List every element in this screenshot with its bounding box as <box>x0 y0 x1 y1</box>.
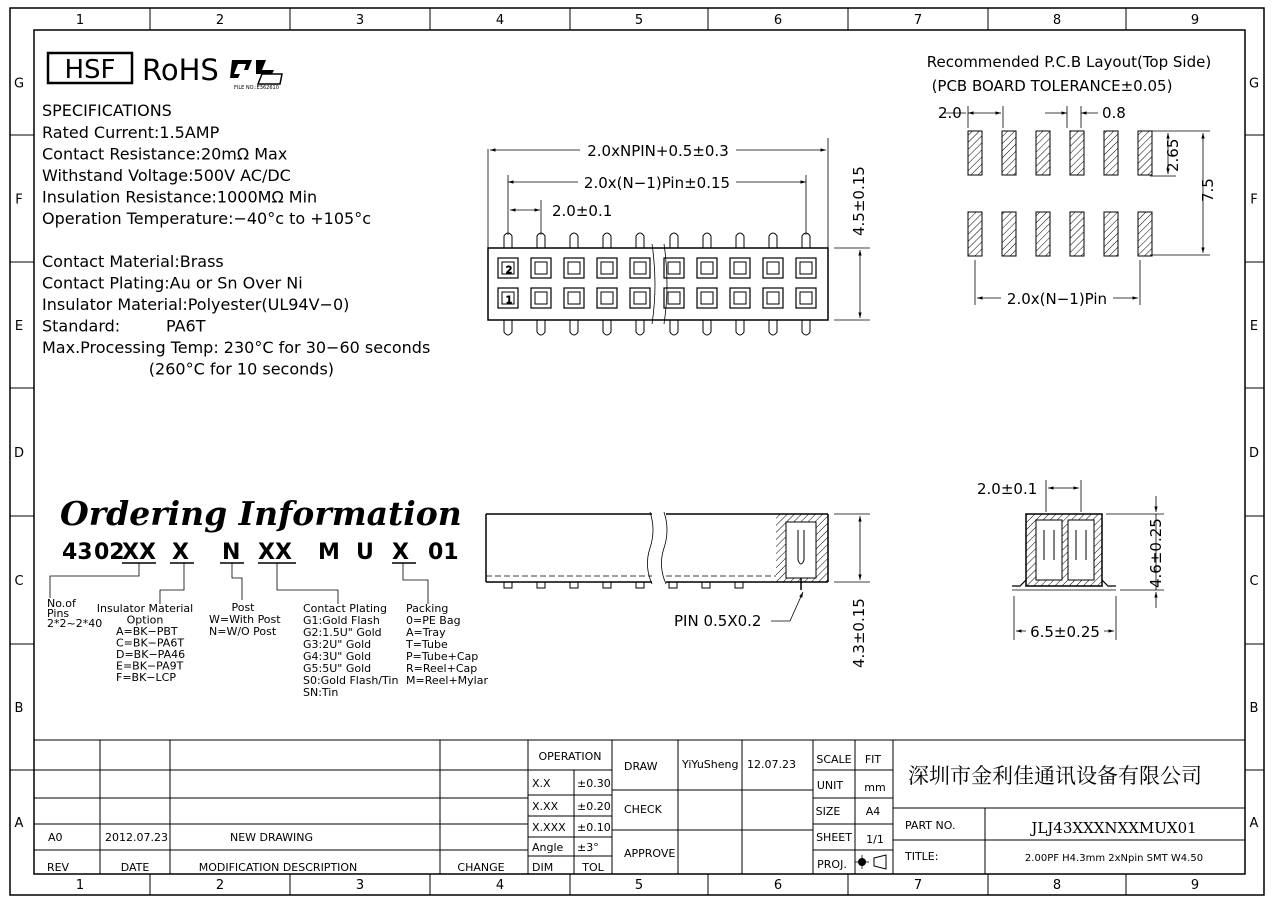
dim-pcb-pad-length: 2.65 <box>1164 138 1182 172</box>
hsf-logo-text: HSF <box>64 55 116 85</box>
spec-line: Contact Plating:Au or Sn Over Ni <box>42 273 303 293</box>
order-code-part: N <box>222 540 241 565</box>
grid-col-label: 4 <box>495 878 505 893</box>
legend-line: Option <box>126 613 164 627</box>
legend-line: Post <box>231 601 255 614</box>
pin-bottom <box>537 320 545 335</box>
front-pin <box>537 582 545 588</box>
top-view-body <box>488 248 828 320</box>
pcb-pad <box>1138 212 1152 256</box>
proj-label: PROJ. <box>817 858 847 871</box>
spec-line: (260°C for 10 seconds) <box>42 359 335 379</box>
spec-line: Insulation Resistance:1000MΩ Min <box>42 187 318 207</box>
spec-line: Contact Resistance:20mΩ Max <box>42 144 288 164</box>
pin-top <box>703 233 711 248</box>
pin-bottom <box>603 320 611 335</box>
cavity <box>796 288 816 308</box>
pin-bottom <box>570 320 578 335</box>
legend-line: F=BK−LCP <box>116 671 176 684</box>
order-post-legend <box>209 601 281 638</box>
grid-row-label: D <box>13 446 25 461</box>
pin-bottom <box>769 320 777 335</box>
legend-line: G2:1.5U" Gold <box>303 626 382 639</box>
cavity-inner <box>535 292 547 304</box>
pin-bottom <box>802 320 810 335</box>
order-plating-legend <box>303 602 398 699</box>
order-leaders <box>50 563 428 604</box>
cavity <box>630 288 650 308</box>
cavity-inner <box>601 262 613 274</box>
order-code-part: XX <box>258 540 292 565</box>
legend-line: S0:Gold Flash/Tin <box>303 674 399 687</box>
pcb-pad <box>1070 212 1084 256</box>
pin-top <box>769 233 777 248</box>
order-code-part: U <box>356 540 374 565</box>
pcb-tolerance: (PCB BOARD TOLERANCE±0.05) <box>931 77 1173 95</box>
grid-row-label: G <box>13 76 25 92</box>
grid-row-label: A <box>1249 816 1259 831</box>
unit-label: UNIT <box>816 779 844 792</box>
order-code-part: 02 <box>94 540 125 565</box>
legend-line: Packing <box>406 602 449 615</box>
order-code-part: 01 <box>428 540 459 565</box>
company-name: 深圳市金利佳通讯设备有限公司 <box>908 764 1202 788</box>
tol-dim: Angle <box>532 841 564 854</box>
order-code-part: XX <box>122 540 156 565</box>
grid-col-label: 3 <box>355 13 365 28</box>
top-view <box>488 138 870 335</box>
spec-line: Insulator Material:Polyester(UL94V−0) <box>42 295 350 314</box>
spec-line: Max.Processing Temp: 230°C for 30−60 seconds <box>42 338 431 357</box>
size-value: A4 <box>865 805 881 818</box>
spec-line: Contact Material:Brass <box>42 252 224 271</box>
pin-label-1: 1 <box>505 295 513 306</box>
cavity <box>697 288 717 308</box>
pcb-layout <box>944 106 1210 305</box>
pcb-pad <box>1104 131 1118 175</box>
dim-side-width: 6.5±0.25 <box>1030 623 1100 641</box>
grid-col-label: 7 <box>913 13 923 28</box>
operation-label: OPERATION <box>538 750 602 763</box>
pin-top <box>537 233 545 248</box>
legend-line: Contact Plating <box>302 602 388 615</box>
dim-front-height: 4.3±0.15 <box>850 598 868 668</box>
pin-top <box>736 233 744 248</box>
cavity-inner <box>601 292 613 304</box>
grid-col-label: 5 <box>634 13 644 28</box>
cavity <box>730 258 750 278</box>
unit-value: mm <box>864 781 886 794</box>
spec-line: Withstand Voltage:500V AC/DC <box>42 166 291 185</box>
rohs-logo: RoHS <box>142 53 219 87</box>
dim-pcb-pitch: 2.0 <box>938 104 962 122</box>
grid-row-label: B <box>14 701 24 716</box>
grid-row-label: C <box>14 574 24 589</box>
approve-label: APPROVE <box>624 847 676 860</box>
grid-col-label: 8 <box>1052 13 1062 28</box>
dim-pcb-row: 7.5 <box>1199 178 1217 202</box>
legend-line: P=Tube+Cap <box>406 650 479 663</box>
grid-col-label: 3 <box>355 878 365 893</box>
legend-line: A=BK−PBT <box>116 625 178 638</box>
dim-total-length: 2.0xNPIN+0.5±0.3 <box>587 142 729 160</box>
legend-line: W=With Post <box>209 613 281 626</box>
front-pin <box>504 582 512 588</box>
pcb-pad <box>1104 212 1118 256</box>
front-view <box>486 512 870 621</box>
grid-col-label: 9 <box>1190 13 1200 28</box>
grid-row-label: E <box>1249 319 1259 334</box>
front-pin <box>735 582 743 588</box>
grid-col-label: 6 <box>773 13 783 28</box>
legend-line: M=Reel+Mylar <box>406 674 488 687</box>
grid-row-label: F <box>15 192 23 208</box>
cavity-inner <box>767 292 779 304</box>
legend-line: Pins <box>47 607 70 620</box>
grid-col-label: 1 <box>75 13 85 28</box>
pcb-pad <box>968 212 982 256</box>
legend-line: Insulator Material <box>96 602 194 615</box>
grid-row-label: D <box>1248 446 1260 461</box>
dim-side-pitch: 2.0±0.1 <box>977 480 1038 498</box>
legend-line: G3:2U" Gold <box>303 638 372 651</box>
tol-value: ±3° <box>577 841 599 854</box>
cavity <box>630 258 650 278</box>
date-value: 2012.07.23 <box>105 831 168 844</box>
pin-top <box>802 233 810 248</box>
pcb-pad <box>1138 131 1152 175</box>
cavity-inner <box>568 292 580 304</box>
cavity-inner <box>734 262 746 274</box>
legend-line: 0=PE Bag <box>406 614 461 627</box>
grid-col-label: 7 <box>913 878 923 893</box>
mod-label: MODIFICATION DESCRIPTION <box>198 861 358 874</box>
dim-side-height: 4.6±0.25 <box>1147 518 1165 588</box>
check-label: CHECK <box>624 803 662 816</box>
legend-line: G1:Gold Flash <box>303 614 380 627</box>
projection-symbol <box>855 855 886 869</box>
front-pin <box>603 582 611 588</box>
cavity-inner <box>734 292 746 304</box>
scale-label: SCALE <box>816 753 852 766</box>
dim-label: DIM <box>532 861 554 874</box>
front-pin <box>669 582 677 588</box>
dim-top-width: 4.5±0.15 <box>850 166 868 236</box>
hsf-logo <box>48 53 132 85</box>
pin-top <box>570 233 578 248</box>
cavity <box>796 258 816 278</box>
pcb-pad <box>1002 212 1016 256</box>
drawing-title: 2.00PF H4.3mm 2xNpin SMT W4.50 <box>1024 853 1204 864</box>
legend-line: 2*2~2*40 <box>47 617 103 630</box>
date-label: DATE <box>120 861 150 874</box>
cavity-inner <box>767 262 779 274</box>
cavity-inner <box>568 262 580 274</box>
tol-dim: X.X <box>532 777 551 790</box>
drawer-name: YiYuSheng <box>682 758 739 771</box>
pcb-pad <box>1002 131 1016 175</box>
grid-col-label: 6 <box>773 878 783 893</box>
cavity <box>564 288 584 308</box>
cavity-inner <box>800 262 812 274</box>
dim-pcb-span: 2.0x(N−1)Pin <box>1006 290 1108 308</box>
pin-top <box>603 233 611 248</box>
cavity <box>763 288 783 308</box>
ul-logo <box>230 60 282 91</box>
size-label: SIZE <box>815 805 841 818</box>
grid-col-label: 2 <box>215 13 225 28</box>
draw-label: DRAW <box>624 760 658 773</box>
specifications <box>42 101 430 379</box>
grid-col-label: 4 <box>495 13 505 28</box>
ordering-title: Ordering Information <box>60 494 462 533</box>
grid-row-label: F <box>1250 192 1258 208</box>
order-code-part: M <box>318 540 340 565</box>
legend-line: SN:Tin <box>303 686 339 699</box>
scale-value: FIT <box>864 753 882 766</box>
draw-date: 12.07.23 <box>747 758 796 771</box>
cavity <box>597 258 617 278</box>
order-packing-legend <box>405 602 488 687</box>
pin-bottom <box>670 320 678 335</box>
spec-heading: SPECIFICATIONS <box>42 101 172 120</box>
dim-pin-span: 2.0x(N−1)Pin±0.15 <box>583 174 731 192</box>
tol-dim: X.XX <box>532 800 559 813</box>
cavity <box>697 258 717 278</box>
tol-label: TOL <box>582 861 604 874</box>
grid-row-label: E <box>14 319 24 334</box>
cavity-inner <box>701 262 713 274</box>
order-code-part: X <box>172 540 189 565</box>
cavity <box>531 258 551 278</box>
pcb-title: Recommended P.C.B Layout(Top Side) <box>926 53 1212 71</box>
pcb-pad <box>1036 131 1050 175</box>
pcb-pad <box>1036 212 1050 256</box>
legend-line: C=BK−PA6T <box>116 636 185 650</box>
rev-label: REV <box>46 861 70 874</box>
legend-line: E=BK−PA9T <box>116 659 184 673</box>
front-pin <box>636 582 644 588</box>
pin-top <box>670 233 678 248</box>
spec-line: Operation Temperature:−40°c to +105°c <box>42 209 371 228</box>
order-code-part: 43 <box>62 540 93 565</box>
grid-col-label: 8 <box>1052 878 1062 893</box>
cavity-inner <box>535 262 547 274</box>
legend-line: No.of <box>47 597 76 610</box>
pcb-pad <box>1070 131 1084 175</box>
tol-value: ±0.30 <box>577 777 611 790</box>
legend-line: A=Tray <box>406 626 446 639</box>
modification-value: NEW DRAWING <box>230 831 314 844</box>
cavity <box>763 258 783 278</box>
cavity <box>531 288 551 308</box>
cavity <box>564 258 584 278</box>
cavity-inner <box>634 292 646 304</box>
order-code-part: X <box>392 540 409 565</box>
rev-value: A0 <box>48 831 63 844</box>
legend-line: D=BK−PA46 <box>116 648 186 661</box>
pcb-pad <box>968 131 982 175</box>
spec-line: Standard: PA6T <box>42 316 206 336</box>
legend-line: G4:3U" Gold <box>303 650 372 663</box>
spec-line: Rated Current:1.5AMP <box>42 123 220 142</box>
legend-line: G5:5U" Gold <box>303 662 372 675</box>
grid-row-label: B <box>1249 701 1259 716</box>
tol-value: ±0.20 <box>577 800 611 813</box>
cavity-inner <box>668 292 680 304</box>
side-view <box>1012 480 1164 640</box>
legend-line: R=Reel+Cap <box>406 662 478 675</box>
dim-pcb-pad: 0.8 <box>1102 104 1126 122</box>
cavity <box>730 288 750 308</box>
grid-row-label: C <box>1249 574 1259 589</box>
grid-row-label: G <box>1248 76 1260 92</box>
change-label: CHANGE <box>457 861 505 874</box>
cavity <box>597 288 617 308</box>
grid-col-label: 5 <box>634 878 644 893</box>
pin-bottom <box>736 320 744 335</box>
cavity-inner <box>701 292 713 304</box>
pin-label-2: 2 <box>505 265 513 276</box>
grid-row-label: A <box>14 816 24 831</box>
grid-col-label: 9 <box>1190 878 1200 893</box>
pin-bottom <box>703 320 711 335</box>
front-pin <box>702 582 710 588</box>
cavity-inner <box>634 262 646 274</box>
title-label: TITLE: <box>905 850 939 863</box>
pin-top <box>504 233 512 248</box>
cavity-inner <box>668 262 680 274</box>
dim-top-pitch: 2.0±0.1 <box>552 202 613 220</box>
grid-col-label: 1 <box>75 878 85 893</box>
order-pins-legend <box>47 597 102 630</box>
part-no: JLJ43XXXNXXMUX01 <box>1031 819 1197 837</box>
part-no-label: PART NO. <box>905 819 956 832</box>
legend-line: N=W/O Post <box>209 625 277 638</box>
pin-top <box>636 233 644 248</box>
tol-dim: X.XXX <box>532 821 566 834</box>
order-code <box>62 540 459 565</box>
front-pin <box>570 582 578 588</box>
pin-note: PIN 0.5X0.2 <box>674 612 762 630</box>
tol-value: ±0.10 <box>577 821 611 834</box>
order-insulator-legend <box>97 602 193 684</box>
cavity-inner <box>800 292 812 304</box>
sheet-value: 1/1 <box>866 833 884 846</box>
pin-bottom <box>504 320 512 335</box>
grid-col-label: 2 <box>215 878 225 893</box>
sheet-label: SHEET <box>816 831 852 844</box>
ul-file-number: FILE NO.:E362610 <box>234 85 279 91</box>
legend-line: T=Tube <box>406 638 448 651</box>
pin-bottom <box>636 320 644 335</box>
